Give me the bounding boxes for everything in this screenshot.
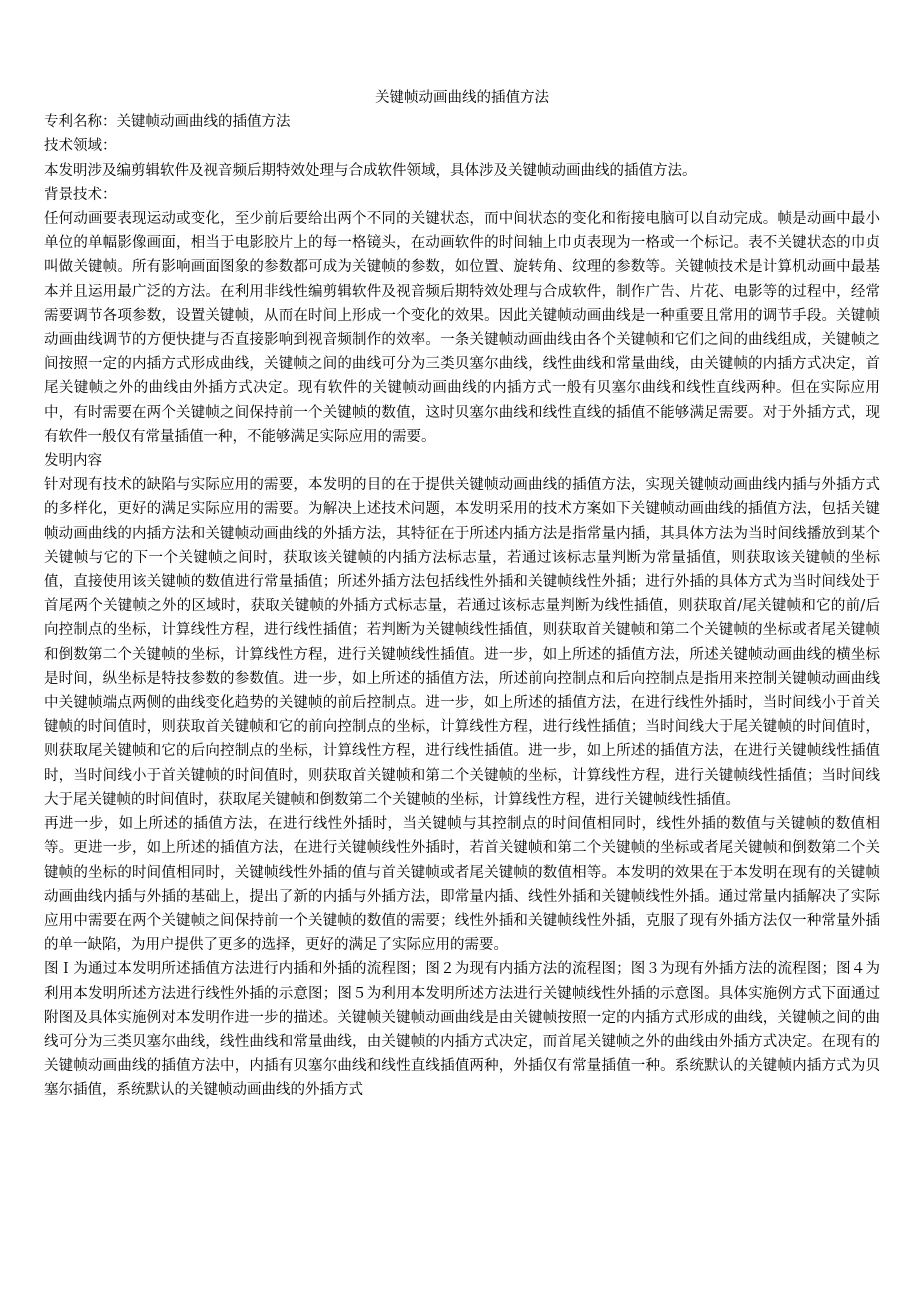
patent-name-line: 专利名称：关键帧动画曲线的插值方法 bbox=[44, 114, 291, 131]
background-paragraph: 任何动画要表现运动或变化，至少前后要给出两个不同的关键状态，而中间状态的变化和衔接电脑可以自动完成。帧是动画中最小单位的单幅影像画面，相当于电影胶片上的每一格镜头，在动画软件的时间轴上巾贞表现为一格或一个标记。表不关键状态的巾贞叫做关键帧。所有影响画面图象的参数都可成为关键帧的参数，如位置、旋转角、纹理的参数等。关键帧技术是计算机动画中最基本并且运用最广泛的方法。在利用非线性编剪辑软件及视音频后期特效处理与合成软件，制作广告、片花、电影等的过程中，经常需要调节各项参数，设置关键帧，从而在时间上形成一个变化的效果。因此关键帧动画曲线是一种重要且常用的调节手段。关键帧动画曲线调节的方便快捷与否直接影响到视音频制作的效率。一条关键帧动画曲线由各个关键帧和它们之间的曲线组成，关键帧之间按照一定的内插方式形成曲线，关键帧之间的曲线可分为三类贝塞尔曲线，线性曲线和常量曲线，由关键帧的内插方式决定，首尾关键帧之外的曲线由外插方式决定。现有软件的关键帧动画曲线的内插方式一般有贝塞尔曲线和线性直线两种。但在实际应用中，有时需要在两个关键帧之间保持前一个关键帧的数值，这时贝塞尔曲线和线性直线的插值不能够满足需要。对于外插方式，现有软件一般仅有常量插值一种，不能够满足实际应用的需要。 bbox=[44, 211, 880, 445]
document-title: 关键帧动画曲线的插值方法 bbox=[375, 90, 549, 106]
section-heading-background: 背景技术： bbox=[44, 186, 117, 203]
further-details-paragraph: 再进一步，如上所述的插值方法，在进行线性外插时，当关键帧与其控制点的时间值相同时，线性外插的数值与关键帧的数值相等。更进一步，如上所述的插值方法，在进行关键帧线性外插时，若首关键帧和第二个关键帧的坐标或者尾关键帧和倒数第二个关键帧的坐标的时间值相同时，关键帧线性外插的值与首关键帧或者尾关键帧的数值相等。本发明的效果在于本发明在现有的关键帧动画曲线内插与外插的基础上，提出了新的内插与外插方法，即常量内插、线性外插和关键帧线性外插。通过常量内插解决了实际应用中需要在两个关键帧之间保持前一个关键帧的数值的需要；线性外插和关键帧线性外插，克服了现有外插方法仅一种常量外插的单一缺陷，为用户提供了更多的选择，更好的满足了实际应用的需要。 bbox=[44, 816, 880, 954]
technical-field-paragraph: 本发明涉及编剪辑软件及视音频后期特效处理与合成软件领域，具体涉及关键帧动画曲线的插值方法。 bbox=[44, 162, 697, 179]
document-page bbox=[44, 86, 880, 1103]
figures-and-embodiment-paragraph: 图Ｉ为通过本发明所述插值方法进行内插和外插的流程图；图２为现有内插方法的流程图；图３为现有外插方法的流程图；图４为利用本发明所述方法进行线性外插的示意图；图５为利用本发明所述方法进行关键帧线性外插的示意图。具体实施例方式下面通过附图及具体实施例对本发明作进一步的描述。关键帧关键帧动画曲线是由关键帧按照一定的内插方式形成的曲线，关键帧之间的曲线可分为三类贝塞尔曲线，线性曲线和常量曲线，由关键帧的内插方式决定，而首尾关键帧之外的曲线由外插方式决定。在现有的关键帧动画曲线的插值方法中，内插有贝塞尔曲线和线性直线插值两种，外插仅有常量插值一种。系统默认的关键帧内插方式为贝塞尔插值，系统默认的关键帧动画曲线的外插方式 bbox=[44, 961, 880, 1099]
section-heading-technical-field: 技术领域： bbox=[44, 138, 117, 155]
section-heading-invention-content: 发明内容 bbox=[44, 453, 102, 470]
invention-content-paragraph: 针对现有技术的缺陷与实际应用的需要，本发明的目的在于提供关键帧动画曲线的插值方法，实现关键帧动画曲线内插与外插方式的多样化，更好的满足实际应用的需要。为解决上述技术问题，本发明采用的技术方案如下关键帧动画曲线的插值方法，包括关键帧动画曲线的内插方法和关键帧动画曲线的外插方法，其特征在于所述内插方法是指常量内插，其具体方法为当时间线播放到某个关键帧与它的下一个关键帧之间时，获取该关键帧的内插方法标志量，若通过该标志量判断为常量插值，则获取该关键帧的坐标值，直接使用该关键帧的数值进行常量插值；所述外插方法包括线性外插和关键帧线性外插；进行外插的具体方式为当时间线处于首尾两个关键帧之外的区域时，获取关键帧的外插方式标志量，若通过该标志量判断为线性插值，则获取首/尾关键帧和它的前/后向控制点的坐标，计算线性方程，进行线性插值；若判断为关键帧线性插值，则获取首关键帧和第二个关键帧的坐标或者尾关键帧和倒数第二个关键帧的坐标，计算线性方程，进行关键帧线性插值。进一步，如上所述的插值方法，所述关键帧动画曲线的横坐标是时间，纵坐标是特技参数的参数值。进一步，如上所述的插值方法，所述前向控制点和后向控制点是指用来控制关键帧动画曲线中关键帧端点两侧的曲线变化趋势的关键帧的前后控制点。进一步，如上所述的插值方法，在进行线性外插时，当时间线小于首关键帧的时间值时，则获取首关键帧和它的前向控制点的坐标，计算线性方程，进行线性插值；当时间线大于尾关键帧的时间值时，则获取尾关键帧和它的后向控制点的坐标，计算线性方程，进行线性插值。进一步，如上所述的插值方法，在进行关键帧线性插值时，当时间线小于首关键帧的时间值时，则获取首关键帧和第二个关键帧的坐标，计算线性方程，进行关键帧线性插值；当时间线大于尾关键帧的时间值时，获取尾关键帧和倒数第二个关键帧的坐标，计算线性方程，进行关键帧线性插值。 bbox=[44, 477, 880, 808]
